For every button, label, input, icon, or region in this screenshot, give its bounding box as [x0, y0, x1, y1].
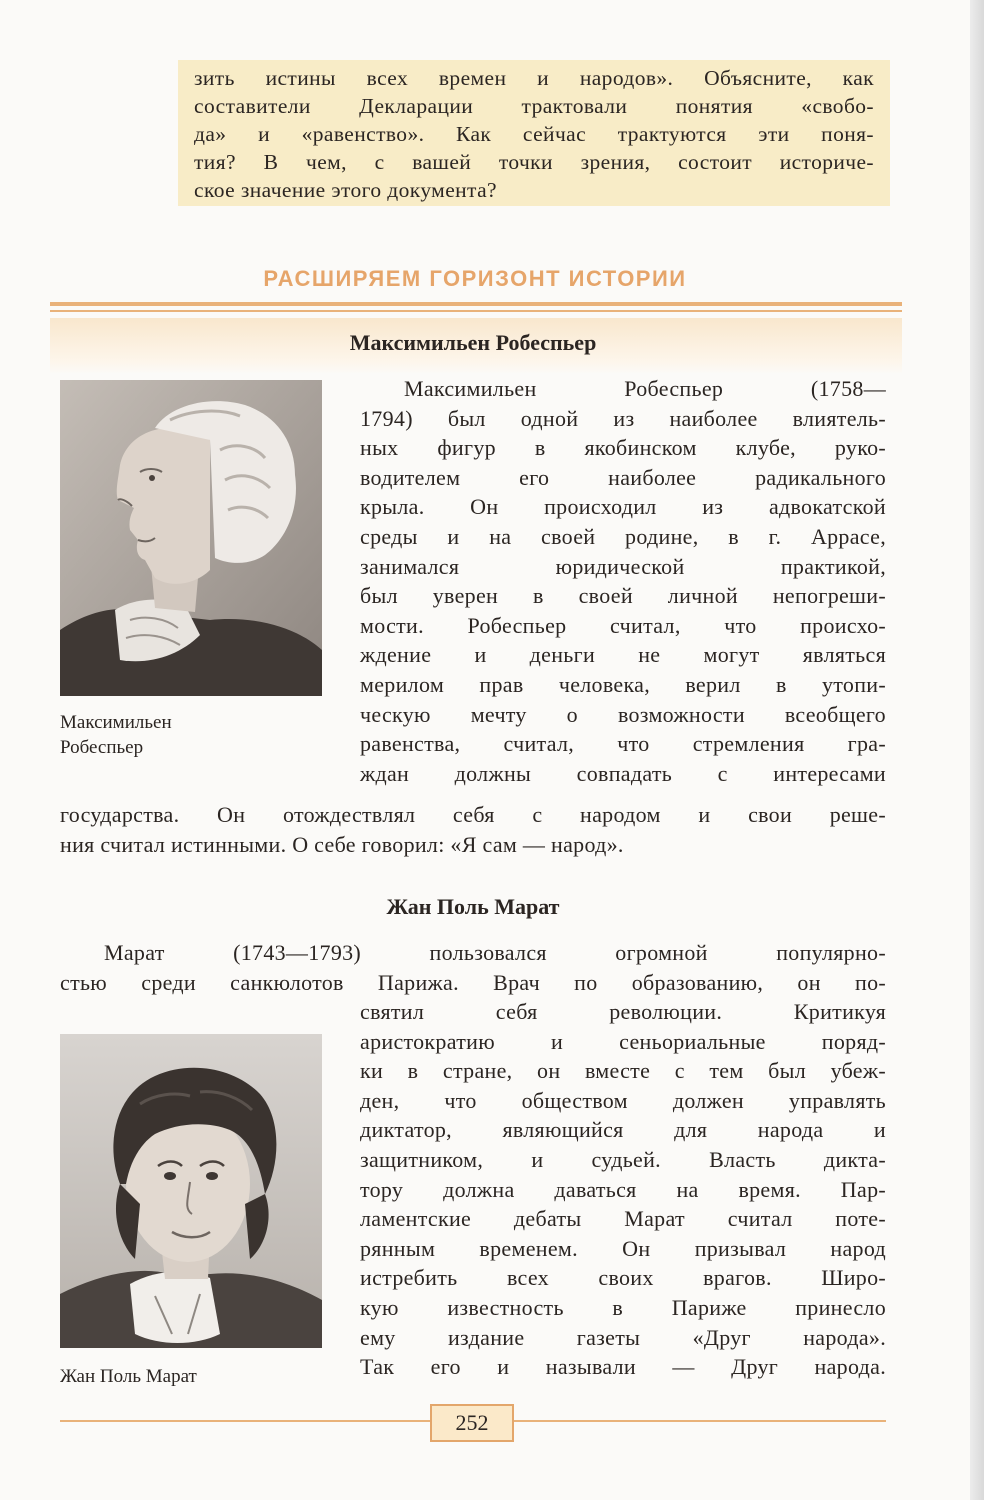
text-line: рянным временем. Он призывал народ [360, 1235, 886, 1261]
robespierre-heading: Максимильен Робеспьер [349, 330, 597, 355]
text-line: ния считал истинными. О себе говорил: «Я сам — народ». [60, 831, 624, 857]
robespierre-text [360, 374, 886, 788]
text-line: мерилом прав человека, верил в утопи- [360, 671, 886, 697]
question-line: да» и «равенство». Как сейчас трактуются эти поня- [194, 122, 874, 146]
text-line: мости. Робеспьер считал, что происхо- [360, 612, 886, 638]
text-line: водителем его наиболее радикального [360, 464, 886, 490]
text-line: ждан должны совпадать с интересами [360, 760, 886, 786]
robespierre-portrait [60, 380, 322, 696]
question-line: зить истины всех времен и народов». Объясните, как [194, 66, 874, 90]
text-line: ламентские дебаты Марат считал поте- [360, 1206, 886, 1232]
text-line: крыла. Он происходил из адвокатской [360, 494, 886, 520]
text-line: защитником, и судьей. Власть дикта- [360, 1146, 886, 1172]
text-line: кую известность в Париже принесло [360, 1294, 886, 1320]
question-text [194, 64, 874, 204]
text-line: ных фигур в якобинском клубе, руко- [360, 435, 886, 461]
text-line: ждение и деньги не могут являться [360, 642, 886, 668]
text-line: среды и на своей родине, в г. Аррасе, [360, 523, 886, 549]
caption-line: Максимильен [60, 712, 172, 733]
text-line: государства. Он отождествлял себя с народом и свои реше- [60, 802, 886, 827]
text-line: святил себя революции. Критикуя [360, 999, 886, 1024]
footer-rule-right [514, 1420, 886, 1422]
robespierre-caption [60, 710, 172, 760]
text-line: 1794) был одной из наиболее влиятель- [360, 405, 886, 431]
robespierre-portrait-image [60, 380, 322, 696]
marat-portrait-image [60, 1034, 322, 1348]
marat-text [360, 997, 886, 1382]
text-line: Марат (1743—1793) пользовался огромной популярно- [104, 940, 886, 965]
text-line: ческую мечту о возможности всеобщего [360, 701, 886, 727]
text-line: диктатор, являющийся для народа и [360, 1117, 886, 1143]
section-title: РАСШИРЯЕМ ГОРИЗОНТ ИСТОРИИ [263, 266, 687, 291]
question-line: тия? В чем, с вашей точки зрения, состоит историче- [194, 150, 874, 174]
text-line: Так его и называли — Друг народа. [360, 1354, 886, 1380]
page-number: 252 [430, 1404, 514, 1442]
marat-heading: Жан Поль Марат [386, 894, 560, 919]
text-line: истребить всех своих врагов. Широ- [360, 1265, 886, 1291]
text-line: ки в стране, он вместе с тем был убеж- [360, 1058, 886, 1084]
question-line: составители Декларации трактовали понятия «свобо- [194, 94, 874, 118]
text-line: стью среди санкюлотов Парижа. Врач по образованию, он по- [60, 969, 886, 995]
text-line: равенства, считал, что стремления гра- [360, 731, 886, 757]
text-line: Максимильен Робеспьер (1758— [404, 376, 886, 401]
page-edge [970, 0, 984, 1500]
section-rule-thin [50, 310, 902, 312]
marat-text-full [60, 938, 886, 997]
text-line: занимался юридической практикой, [360, 553, 886, 579]
text-line: ден, что обществом должен управлять [360, 1087, 886, 1113]
footer-rule-left [60, 1420, 430, 1422]
marat-caption: Жан Поль Марат [60, 1366, 197, 1387]
caption-line: Робеспьер [60, 737, 144, 758]
marat-portrait [60, 1034, 322, 1348]
text-line: ему издание газеты «Друг народа». [360, 1324, 886, 1350]
robespierre-text-full [60, 800, 886, 859]
text-line: был уверен в своей личной непогреши- [360, 583, 886, 609]
text-line: аристократию и сеньориальные поряд- [360, 1028, 886, 1054]
question-line: ское значение этого документа? [194, 178, 497, 202]
text-line: тору должна даваться на время. Пар- [360, 1176, 886, 1202]
section-rule [50, 302, 902, 306]
